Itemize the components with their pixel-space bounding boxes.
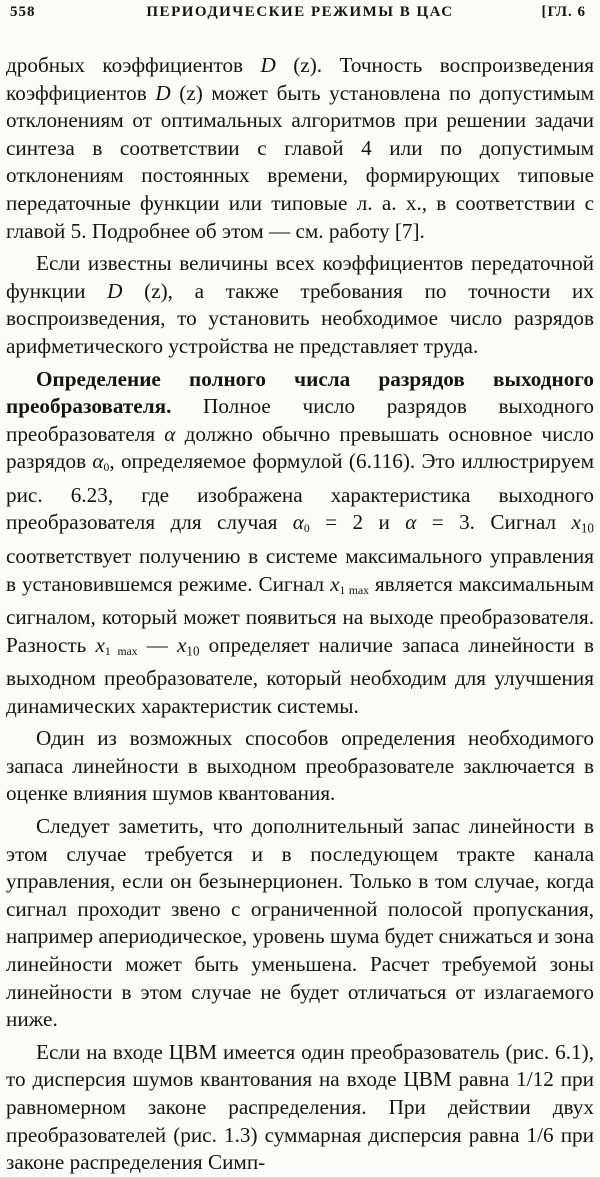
paragraph-4: Один из возможных способов определения необходимого запаса линейности в выходном преобразователе заключается в оценке влияния шумов квантования.	[6, 726, 594, 806]
paragraph-6: Если на входе ЦВМ имеется один преобразователь (рис. 6.1), то дисперсия шумов квантования на входе ЦВМ равна 1/12 при равномерном законе распределения. При действии двух преобразователей (рис. 1.3) суммарная дисперсия равна 1/6 при законе распределения Симп-	[6, 1039, 594, 1175]
chapter-marker: [ГЛ. 6	[541, 4, 586, 20]
page-header	[6, 0, 594, 28]
paragraph-3: Определение полного числа разрядов выходного преобразователя. Полное число разрядов выходного преобразователя α должно обычно превышать основное число разрядов α0, определяемое формулой (6.116). Это иллюстрируем рис. 6.23, где изображена характеристика выходного преобразователя для случая α0 = 2 и α = 3. Сигнал $x_{10}$ соответствует получению в системе максимального управления в установившемся режиме. Сигнал x1 max является максимальным сигналом, который может появиться на выходе преобразователя. Разность x1 max — $x_{10}$ определяет наличие запаса линейности в выходном преобразователе, который необходим для улучшения динамических характеристик системы.	[6, 366, 595, 718]
page-number: 558	[10, 4, 36, 20]
section-heading: Определение полного числа разрядов выходного преобразователя.	[6, 366, 594, 419]
paragraph-1: дробных коэффициентов D (z). Точность воспроизведения коэффициентов D (z) может быть установлена по допустимым отклонениям от оптимальных алгоритмов при решении задачи синтеза в соответствии с главой 4 или по допустимым отклонениям постоянных времени, формирующих типовые передаточные функции или типовые л. а. х., в соответствии с главой 5. Подробнее об этом — см. работу [7].	[6, 53, 594, 243]
paragraph-5: Следует заметить, что дополнительный запас линейности в этом случае требуется и в последующем тракте канала управления, если он безынерционен. Только в том случае, когда сигнал проходит звено с ограниченной полосой пропускания, например апериодическое, уровень шума будет снижаться и зона линейности может быть уменьшена. Расчет требуемой зоны линейности в этом случае не будет отличаться от излагаемого ниже.	[6, 814, 594, 1032]
page-body	[6, 52, 594, 1177]
running-title: ПЕРИОДИЧЕСКИЕ РЕЖИМЫ В ЦАС	[146, 4, 454, 20]
paragraph-2: Если известны величины всех коэффициентов передаточной функции D (z), а также требования по точности их воспроизведения, то установить необходимое число разрядов арифметического устройства не представляет труда.	[6, 251, 594, 358]
